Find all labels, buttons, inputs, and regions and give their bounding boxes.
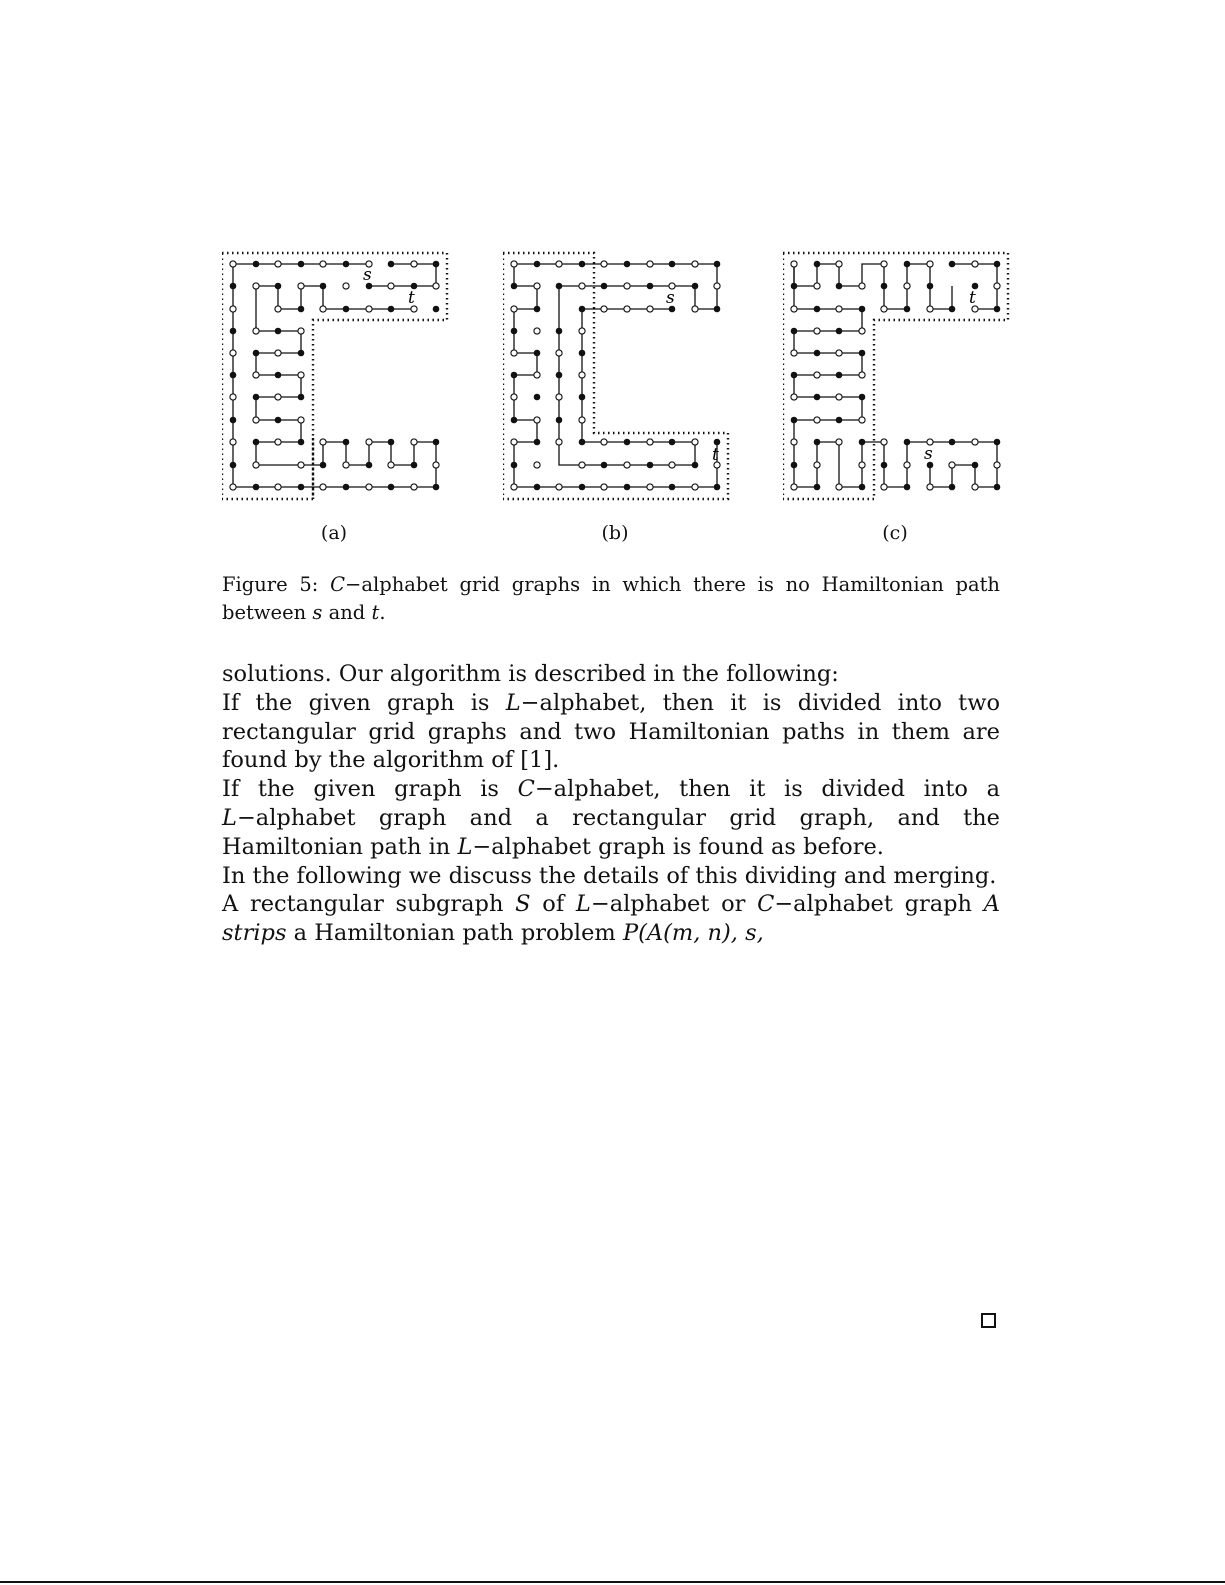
target-label-c: t — [969, 288, 976, 308]
paragraph-1: solutions. Our algorithm is described in the following: — [222, 661, 839, 687]
source-label-a: s — [363, 265, 372, 285]
text-run: If the given graph is — [222, 776, 518, 803]
caption-text: and — [322, 601, 372, 624]
math-symbol: L — [575, 891, 591, 918]
text-run: −alphabet graph — [774, 891, 984, 918]
target-label-b: t — [712, 445, 719, 465]
hamiltonian-paths-a — [233, 264, 436, 487]
paragraph-2 — [222, 689, 1000, 775]
math-symbol: L — [505, 689, 521, 716]
page-bottom-rule — [0, 1581, 1225, 1583]
body-text — [222, 660, 1000, 948]
caption-text: . — [379, 601, 386, 624]
panel-a — [222, 245, 452, 505]
caption-prefix: Figure 5: — [222, 573, 331, 596]
grid-graph-c — [783, 245, 1013, 505]
math-expression: P(A(m, n), s, — [622, 920, 764, 947]
math-symbol: S — [515, 891, 531, 918]
caption-math: C — [330, 573, 346, 596]
text-run: −alphabet, then it is divided into a — [534, 776, 1001, 803]
source-label-c: s — [924, 444, 933, 464]
paragraph-5 — [222, 890, 1000, 948]
panel-c — [783, 245, 1013, 505]
text-run: −alphabet, then it is divided into two rectangular grid graphs and two Hamiltonian paths in them are found by the algorithm of [1]. — [222, 689, 1001, 774]
math-symbol: A — [983, 891, 1000, 918]
target-label-a: t — [408, 288, 415, 308]
text-run: A rectangular subgraph — [222, 891, 516, 918]
figure-5 — [0, 0, 1225, 560]
subfigure-label-b: (b) — [601, 522, 629, 544]
math-symbol: L — [222, 804, 237, 831]
black-vertices-b — [511, 261, 721, 491]
hamiltonian-paths-b — [514, 264, 717, 487]
paragraph-3 — [222, 775, 1000, 861]
text-run: a Hamiltonian path problem — [286, 920, 623, 947]
panel-b — [503, 245, 733, 505]
text-run: of — [530, 891, 576, 918]
caption-math: s — [312, 601, 323, 624]
text-run: −alphabet or — [590, 891, 758, 918]
text-run: −alphabet graph and a rectangular grid graph, and the Hamiltonian path in — [222, 804, 1000, 860]
text-run: −alphabet graph is found as before. — [472, 833, 884, 860]
figure-caption — [222, 571, 1000, 627]
caption-text: −alphabet grid graphs in which there is no Hamiltonian path between — [222, 573, 1000, 624]
subfigure-label-a: (a) — [320, 522, 348, 544]
subfigure-label-c: (c) — [882, 522, 908, 544]
white-vertices-b — [511, 261, 720, 490]
grid-graph-b — [503, 245, 733, 505]
emphasis: strips — [222, 920, 287, 947]
grid-graph-a — [222, 245, 452, 505]
hamiltonian-paths-c — [794, 264, 997, 487]
math-symbol: L — [457, 833, 473, 860]
paragraph-4: In the following we discuss the details of this dividing and merging. — [222, 862, 997, 889]
text-run: If the given graph is — [222, 689, 506, 716]
math-symbol: C — [757, 891, 775, 918]
math-symbol: C — [517, 776, 535, 803]
caption-math: t — [371, 601, 380, 624]
grid-vertices-b — [511, 261, 721, 491]
qed-symbol — [981, 1313, 996, 1328]
source-label-b: s — [666, 288, 675, 308]
